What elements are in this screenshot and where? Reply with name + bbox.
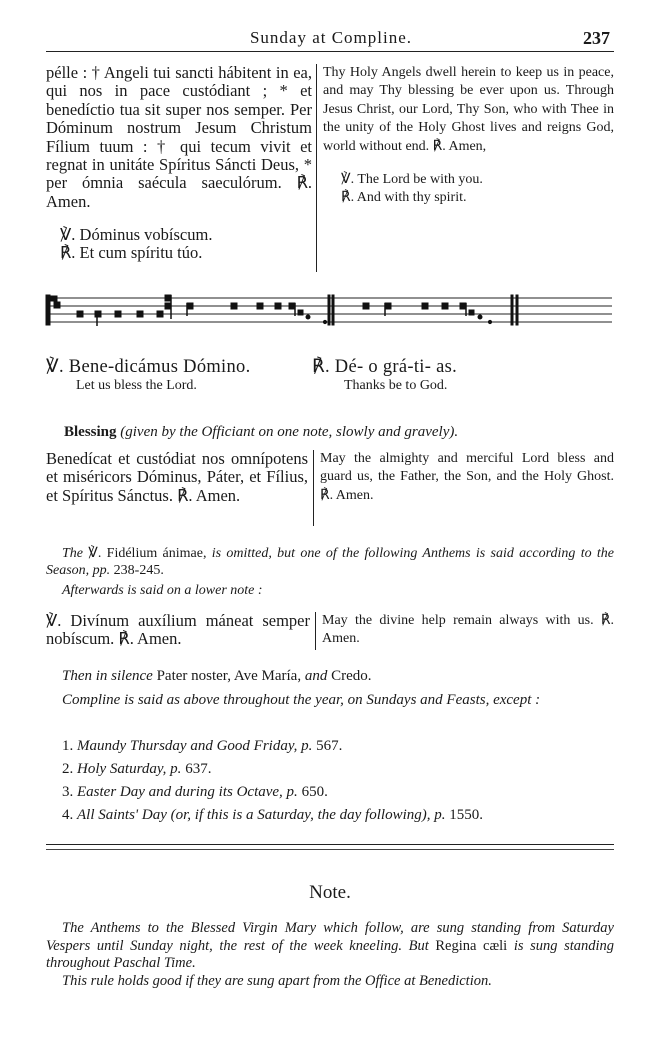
exception-number: 4. bbox=[62, 807, 74, 823]
divinum-english: May the divine help remain always with us. ℟. Amen. bbox=[315, 612, 614, 650]
exception-page: 637. bbox=[185, 761, 212, 777]
exception-text: Maundy Thursday and Good Friday, p. bbox=[77, 738, 313, 754]
exception-page: 567. bbox=[316, 738, 343, 754]
list-item bbox=[62, 761, 614, 784]
blessing-heading-label: Blessing bbox=[64, 424, 117, 440]
exception-text: All Saints' Day (or, if this is a Saturday, the day following), p. bbox=[77, 807, 446, 823]
exception-text: Holy Saturday, p. bbox=[77, 761, 182, 777]
rubric-silence-credo: Credo. bbox=[331, 668, 372, 684]
chant-versicle-english: Let us bless the Lord. bbox=[76, 378, 197, 393]
response-and-with-thy-spirit: ℟. And with thy spirit. bbox=[341, 190, 467, 206]
response-et-cum-spiritu: ℟. Et cum spíritu túo. bbox=[60, 243, 203, 263]
rubric-fidelium-text: is omitted, but one of the following Anthems is said according to the Season, pp. bbox=[46, 546, 615, 578]
blessing-latin: Benedícat et custódiat nos omnípotens et miséricors Dóminus, Páter, et Fílius, et Spíritus Sánctus. ℟. Amen. bbox=[46, 449, 308, 505]
rubric-fidelium-versicle: ℣. Fidélium ánimae, bbox=[88, 546, 207, 561]
chant-staff bbox=[44, 290, 614, 340]
divinum-latin: ℣. Divínum auxílium máneat semper nobíscum. ℟. Amen. bbox=[46, 611, 310, 649]
prayer-english: Thy Holy Angels dwell herein to keep us in peace, and may Thy blessing be ever upon us. Through Jesus Christ, our Lord, Thy Son, who with Thee in the unity of the Holy Ghost lives and reigns God, world without end. ℟. Amen, bbox=[323, 65, 614, 154]
list-item bbox=[62, 784, 614, 807]
latin-column bbox=[46, 64, 316, 272]
rubric-fidelium-prefix: The bbox=[62, 546, 83, 561]
note-para1-a: The Anthems to the Blessed Virgin Mary which follow, are sung standing from Saturday Vespers until Sunday night, the rest of the week kneeling. But bbox=[46, 920, 614, 954]
blessing-english: May the almighty and merciful Lord bless and guard us, the Father, the Son, and the Holy Ghost. ℟. Amen. bbox=[313, 450, 614, 526]
blessing-heading-rubric: (given by the Officiant on one note, slowly and gravely). bbox=[120, 424, 459, 440]
chant-response-english: Thanks be to God. bbox=[344, 378, 448, 393]
prayer-parallel-text bbox=[46, 64, 614, 272]
rubric-silence-prefix: Then in silence bbox=[62, 668, 153, 684]
rubric-afterwards-text: Afterwards is said on a lower note : bbox=[62, 583, 263, 598]
versicle-latin bbox=[46, 226, 312, 262]
note-para2: This rule holds good if they are sung apart from the Office at Benediction. bbox=[62, 973, 492, 989]
exception-text: Easter Day and during its Octave, p. bbox=[77, 784, 298, 800]
note-para1-c: is sung standing throughout Paschal Time. bbox=[46, 937, 615, 972]
exceptions-list bbox=[62, 738, 614, 830]
blessing-heading bbox=[64, 424, 614, 441]
rubric-compline-text: Compline is said as above throughout the year, on Sundays and Feasts, except : bbox=[62, 692, 541, 708]
versicle-dominus-vobiscum: ℣. Dóminus vobíscum. bbox=[60, 225, 213, 245]
prayer-latin: pélle : † Angeli tui sancti hábitent in ea, qui nos in pace custódiant ; * et benedíctio tua sit super nos semper. Per Dóminum nostrum Jesum Christum Fílium tuum : † qui tecum vivit et regnat in unitáte Spíritus Sáncti Deus, * per ómnia saécula saeculórum. ℟. Amen. bbox=[46, 63, 312, 211]
list-item bbox=[62, 738, 614, 761]
rubric-afterwards bbox=[46, 583, 614, 600]
divinum-auxilium-parallel-text bbox=[46, 612, 614, 650]
versicle-english bbox=[323, 171, 614, 207]
header-rule bbox=[46, 51, 614, 52]
rubric-fidelium bbox=[46, 546, 614, 579]
chant-response-latin: ℟. Dé- o grá-ti- as. bbox=[312, 357, 458, 377]
versicle-lord-be-with-you: ℣. The Lord be with you. bbox=[341, 172, 483, 188]
exception-number: 1. bbox=[62, 738, 74, 754]
chant-lyrics bbox=[46, 356, 614, 406]
english-column bbox=[316, 64, 614, 272]
list-item bbox=[62, 807, 614, 830]
section-divider bbox=[46, 844, 614, 850]
rubric-fidelium-pages: 238-245. bbox=[113, 562, 164, 578]
blessing-parallel-text bbox=[46, 450, 614, 526]
page-number: 237 bbox=[583, 28, 610, 48]
note-paragraph-rule bbox=[46, 973, 614, 991]
note-regina-caeli: Regina cæli bbox=[435, 937, 508, 954]
rubric-silence bbox=[46, 668, 614, 685]
rubric-silence-prayers: Pater noster, Ave María, bbox=[156, 668, 302, 684]
note-title: Note. bbox=[309, 882, 351, 903]
rubric-compline-year bbox=[46, 692, 614, 709]
rubric-silence-and: and bbox=[304, 668, 328, 684]
exception-page: 650. bbox=[301, 784, 328, 800]
exception-number: 3. bbox=[62, 784, 74, 800]
note-paragraph-anthems bbox=[46, 920, 614, 973]
exception-number: 2. bbox=[62, 761, 74, 777]
exception-page: 1550. bbox=[449, 807, 483, 823]
chant-versicle-latin: ℣. Bene-dicámus Dómino. bbox=[46, 357, 251, 377]
running-title: Sunday at Compline. bbox=[249, 28, 413, 47]
